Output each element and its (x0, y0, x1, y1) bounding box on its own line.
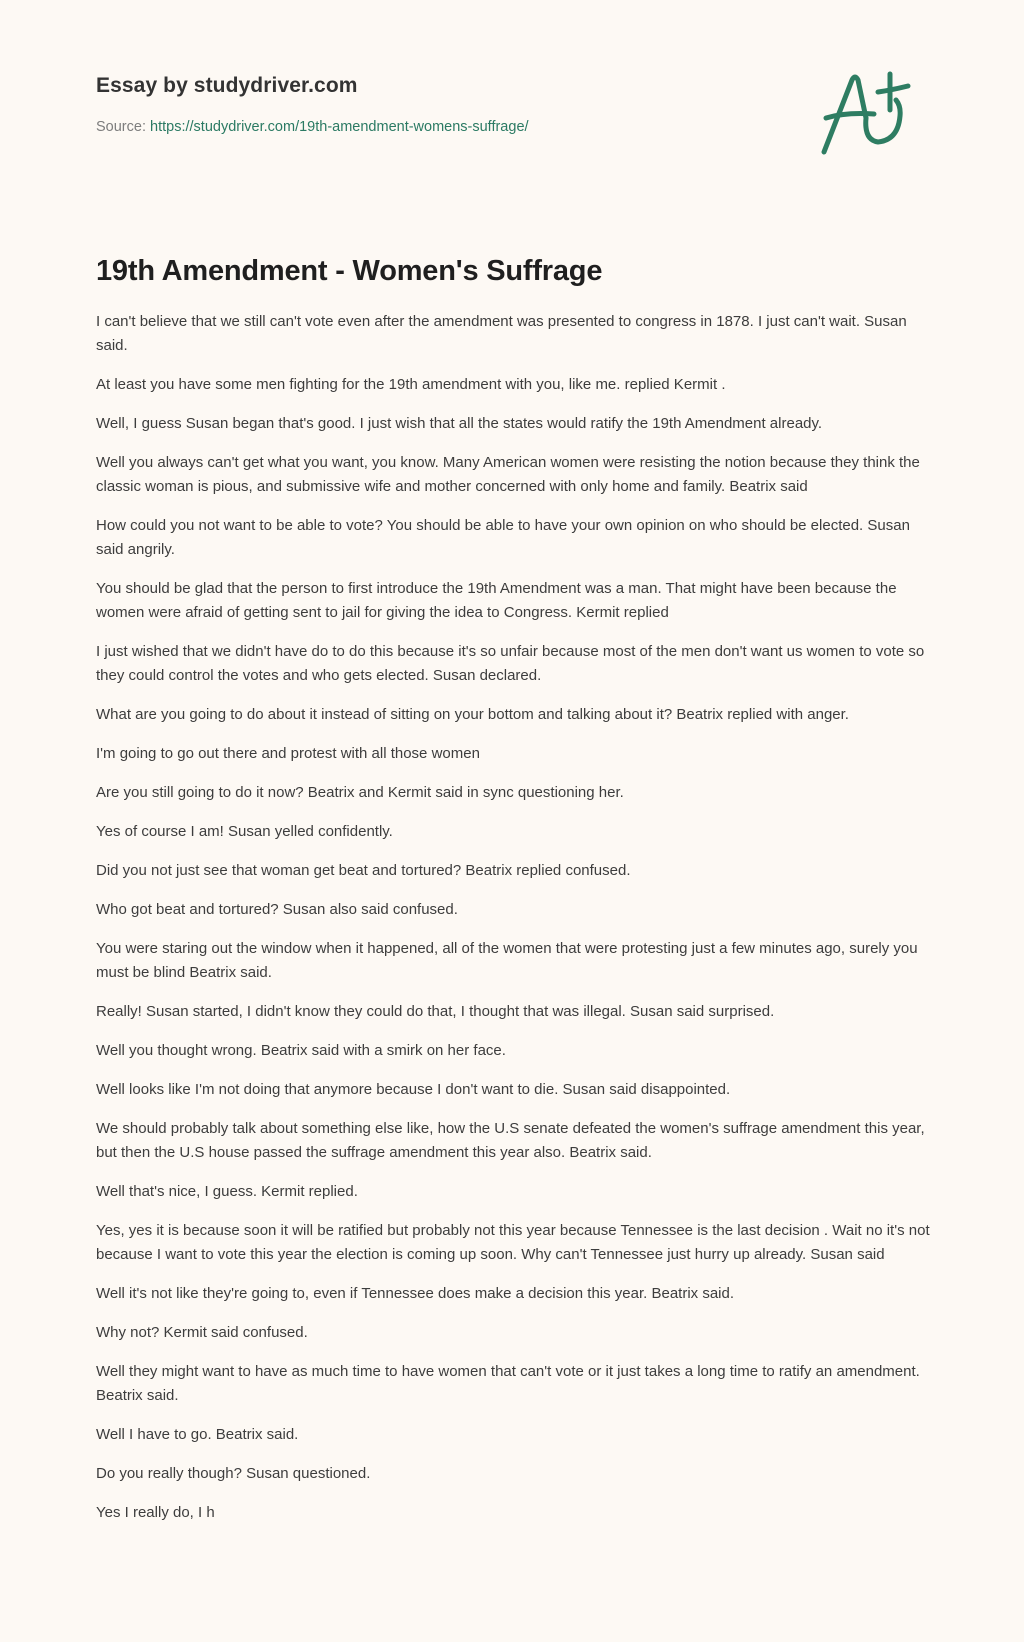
source-link[interactable]: https://studydriver.com/19th-amendment-womens-suffrage/ (150, 119, 529, 135)
paragraph: Really! Susan started, I didn't know they could do that, I thought that was illegal. Susan said surprised. (96, 1003, 775, 1020)
essay-body (96, 310, 936, 1525)
page-header (96, 72, 796, 137)
paragraph: Well, I guess Susan began that's good. I just wish that all the states would ratify the 19th Amendment already. (96, 415, 823, 432)
paragraph: Yes, yes it is because soon it will be ratified but probably not this year because Tennessee is the last decision . Wait no it's not because I want to vote this year the election is coming up soon. Why can't Tennessee just hurry up already. Susan said (96, 1222, 930, 1263)
source-line (96, 117, 796, 137)
paragraph: How could you not want to be able to vote? You should be able to have your own opinion on who should be elected. Susan said angrily. (96, 517, 910, 558)
paragraph: I just wished that we didn't have do to do this because it's so unfair because most of the men don't want us women to vote so they could control the votes and who gets elected. Susan declared. (96, 643, 925, 684)
paragraph: Yes of course I am! Susan yelled confidently. (96, 823, 393, 840)
a-plus-grade-icon (818, 66, 928, 166)
paragraph: Well I have to go. Beatrix said. (96, 1426, 299, 1443)
paragraph: Do you really though? Susan questioned. (96, 1465, 371, 1482)
source-label: Source: (96, 119, 146, 135)
paragraph: I can't believe that we still can't vote even after the amendment was presented to congress in 1878. I just can't wait. Susan said. (96, 313, 907, 354)
paragraph: Well that's nice, I guess. Kermit replied. (96, 1183, 358, 1200)
paragraph: Yes I really do, I h (96, 1504, 215, 1521)
paragraph: I'm going to go out there and protest with all those women (96, 745, 480, 762)
brand-heading: Essay by studydriver.com (96, 74, 358, 97)
paragraph: Well it's not like they're going to, even if Tennessee does make a decision this year. Beatrix said. (96, 1285, 735, 1302)
paragraph: Well you thought wrong. Beatrix said with a smirk on her face. (96, 1042, 506, 1059)
paragraph: Did you not just see that woman get beat and tortured? Beatrix replied confused. (96, 862, 631, 879)
paragraph: Why not? Kermit said confused. (96, 1324, 308, 1341)
paragraph: We should probably talk about something else like, how the U.S senate defeated the women's suffrage amendment this year, but then the U.S house passed the suffrage amendment this year also. Beatrix said. (96, 1120, 925, 1161)
paragraph: Well they might want to have as much time to have women that can't vote or it just takes a long time to ratify an amendment. Beatrix said. (96, 1363, 920, 1404)
paragraph: You were staring out the window when it happened, all of the women that were protesting just a few minutes ago, surely you must be blind Beatrix said. (96, 940, 918, 981)
essay-article (96, 253, 936, 1540)
paragraph: Well looks like I'm not doing that anymore because I don't want to die. Susan said disappointed. (96, 1081, 731, 1098)
paragraph: You should be glad that the person to first introduce the 19th Amendment was a man. That might have been because the women were afraid of getting sent to jail for giving the idea to Congress. Kermit replied (96, 580, 897, 621)
essay-title: 19th Amendment - Women's Suffrage (96, 255, 603, 287)
paragraph: What are you going to do about it instead of sitting on your bottom and talking about it? Beatrix replied with anger. (96, 706, 849, 723)
paragraph: Well you always can't get what you want, you know. Many American women were resisting the notion because they think the classic woman is pious, and submissive wife and mother concerned with only home and family. Beatrix said (96, 454, 920, 495)
paragraph: Who got beat and tortured? Susan also said confused. (96, 901, 458, 918)
paragraph: At least you have some men fighting for the 19th amendment with you, like me. replied Kermit . (96, 376, 726, 393)
paragraph: Are you still going to do it now? Beatrix and Kermit said in sync questioning her. (96, 784, 624, 801)
